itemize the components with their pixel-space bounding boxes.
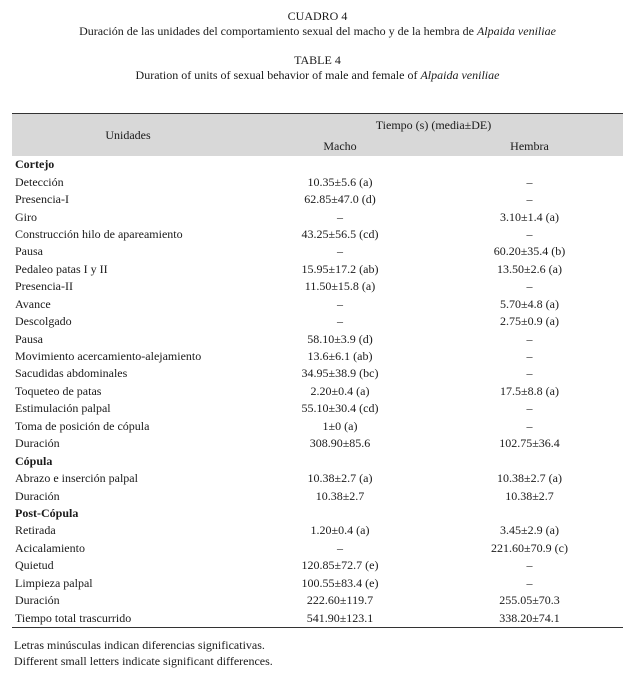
spanish-caption <box>0 24 635 39</box>
row-macho-value: – <box>337 209 343 224</box>
row-macho-value: 120.85±72.7 (e) <box>301 558 379 573</box>
row-hembra-value: – <box>526 226 533 241</box>
row-unit: Pausa <box>15 244 43 259</box>
row-hembra-value: 13.50±2.6 (a) <box>497 261 562 276</box>
row-macho-value: 34.95±38.9 (bc) <box>301 366 379 381</box>
footnote-english: Different small letters indicate significant differences. <box>14 654 273 668</box>
spanish-caption-text: Duración de las unidades del comportamiento sexual del macho y de la hembra de <box>79 24 477 38</box>
row-macho-value: 15.95±17.2 (ab) <box>301 261 379 276</box>
row-unit: Pedaleo patas I y II <box>15 261 108 276</box>
section-title: Post-Cópula <box>15 505 79 520</box>
row-hembra-value: 338.20±74.1 <box>436 609 623 627</box>
table-row <box>12 540 623 557</box>
header-macho: Macho <box>244 136 436 156</box>
row-hembra-value: 5.70±4.8 (a) <box>500 296 559 311</box>
data-table-container <box>12 113 623 628</box>
row-macho-value: 308.90±85.6 <box>309 436 371 451</box>
table-row <box>12 575 623 592</box>
table-row <box>12 173 623 190</box>
table-row <box>12 487 623 504</box>
row-macho-value: 10.38±2.7 (a) <box>307 471 373 486</box>
english-caption-species: Alpaida veniliae <box>420 68 500 82</box>
row-hembra-value: – <box>526 192 533 207</box>
row-hembra-value: 221.60±70.9 (c) <box>491 540 568 555</box>
row-unit: Toqueteo de patas <box>15 383 102 398</box>
row-unit: Giro <box>15 209 37 224</box>
row-unit: Duración <box>15 488 60 503</box>
table-row <box>12 557 623 574</box>
english-caption-text: Duration of units of sexual behavior of male and female of <box>135 68 421 82</box>
row-macho-value: 10.38±2.7 <box>315 488 365 503</box>
table-row <box>12 278 623 295</box>
table-row <box>12 383 623 400</box>
row-unit: Detección <box>15 174 64 189</box>
row-unit: Abrazo e inserción palpal <box>15 471 138 486</box>
row-unit: Avance <box>15 296 51 311</box>
section-header-row <box>12 156 623 173</box>
row-macho-value: 10.35±5.6 (a) <box>307 174 373 189</box>
row-macho-value: 1.20±0.4 (a) <box>310 523 370 538</box>
row-hembra-value: – <box>526 366 533 381</box>
row-hembra-value: – <box>526 558 533 573</box>
table-row <box>12 313 623 330</box>
row-unit: Presencia-I <box>15 192 69 207</box>
table-row <box>12 348 623 365</box>
row-hembra-value: 10.38±2.7 <box>505 488 554 503</box>
row-unit: Acicalamiento <box>15 540 85 555</box>
table-row <box>12 243 623 260</box>
row-macho-value: 2.20±0.4 (a) <box>310 383 370 398</box>
row-macho-value: 222.60±119.7 <box>306 593 374 608</box>
row-macho-value: 58.10±3.9 (d) <box>307 331 373 346</box>
header-hembra: Hembra <box>436 136 623 156</box>
table-row <box>12 330 623 347</box>
row-unit: Quietud <box>15 558 54 573</box>
behavior-duration-table <box>12 113 623 628</box>
header-unidades: Unidades <box>12 114 244 157</box>
table-row <box>12 609 623 627</box>
row-hembra-value: 60.20±35.4 (b) <box>493 244 566 259</box>
spanish-caption-species: Alpaida veniliae <box>476 24 556 38</box>
english-caption <box>0 68 635 83</box>
table-body <box>12 156 623 627</box>
table-number: TABLE 4 <box>294 53 341 67</box>
row-macho-value: 55.10±30.4 (cd) <box>301 401 379 416</box>
document-page <box>0 9 635 675</box>
table-row <box>12 261 623 278</box>
table-row <box>12 418 623 435</box>
table-row <box>12 400 623 417</box>
table-row <box>12 470 623 487</box>
row-hembra-value: – <box>526 418 533 433</box>
section-header-row <box>12 505 623 522</box>
footnotes <box>14 637 273 669</box>
row-hembra-value: – <box>526 279 533 294</box>
row-hembra-value: – <box>526 575 533 590</box>
table-header <box>12 114 623 157</box>
row-macho-value: – <box>337 244 343 259</box>
table-row <box>12 208 623 225</box>
row-hembra-value: 3.10±1.4 (a) <box>500 209 559 224</box>
table-row <box>12 435 623 452</box>
table-row <box>12 226 623 243</box>
row-macho-value: 13.6±6.1 (ab) <box>307 349 373 364</box>
row-unit: Presencia-II <box>15 279 73 294</box>
table-row <box>12 296 623 313</box>
row-macho-value: 541.90±123.1 <box>244 609 436 627</box>
row-unit: Duración <box>15 593 60 608</box>
header-tiempo: Tiempo (s) (media±DE) <box>244 114 623 137</box>
row-hembra-value: 255.05±70.3 <box>499 593 560 608</box>
row-unit: Sacudidas abdominales <box>15 366 128 381</box>
table-row <box>12 522 623 539</box>
section-title: Cortejo <box>15 157 55 172</box>
row-hembra-value: 10.38±2.7 (a) <box>497 471 562 486</box>
table-row <box>12 592 623 609</box>
row-hembra-value: – <box>526 349 533 364</box>
cuadro-number: CUADRO 4 <box>287 9 348 23</box>
row-macho-value: – <box>337 314 343 329</box>
row-unit: Descolgado <box>15 314 72 329</box>
row-hembra-value: – <box>526 401 533 416</box>
row-macho-value: 62.85±47.0 (d) <box>304 192 376 207</box>
section-header-row <box>12 452 623 469</box>
row-macho-value: 1±0 (a) <box>322 418 358 433</box>
row-macho-value: 100.55±83.4 (e) <box>301 575 379 590</box>
row-hembra-value: 102.75±36.4 <box>499 436 560 451</box>
footnote-spanish: Letras minúsculas indican diferencias significativas. <box>14 638 265 652</box>
row-unit: Retirada <box>15 523 56 538</box>
row-unit: Toma de posición de cópula <box>15 418 150 433</box>
row-unit: Duración <box>15 436 60 451</box>
row-macho-value: – <box>337 296 343 311</box>
row-unit: Tiempo total trascurrido <box>12 609 244 627</box>
row-unit: Pausa <box>15 331 43 346</box>
row-hembra-value: 2.75±0.9 (a) <box>500 314 559 329</box>
row-macho-value: 43.25±56.5 (cd) <box>301 226 379 241</box>
row-unit: Estimulación palpal <box>15 401 111 416</box>
row-hembra-value: 17.5±8.8 (a) <box>500 383 559 398</box>
row-macho-value: – <box>337 540 343 555</box>
row-unit: Movimiento acercamiento-alejamiento <box>15 349 202 364</box>
table-row <box>12 365 623 382</box>
row-hembra-value: 3.45±2.9 (a) <box>500 523 559 538</box>
section-title: Cópula <box>15 453 53 468</box>
row-hembra-value: – <box>526 331 533 346</box>
table-row <box>12 191 623 208</box>
row-unit: Construcción hilo de apareamiento <box>15 226 183 241</box>
row-unit: Limpieza palpal <box>15 575 93 590</box>
row-hembra-value: – <box>526 174 533 189</box>
row-macho-value: 11.50±15.8 (a) <box>304 279 376 294</box>
